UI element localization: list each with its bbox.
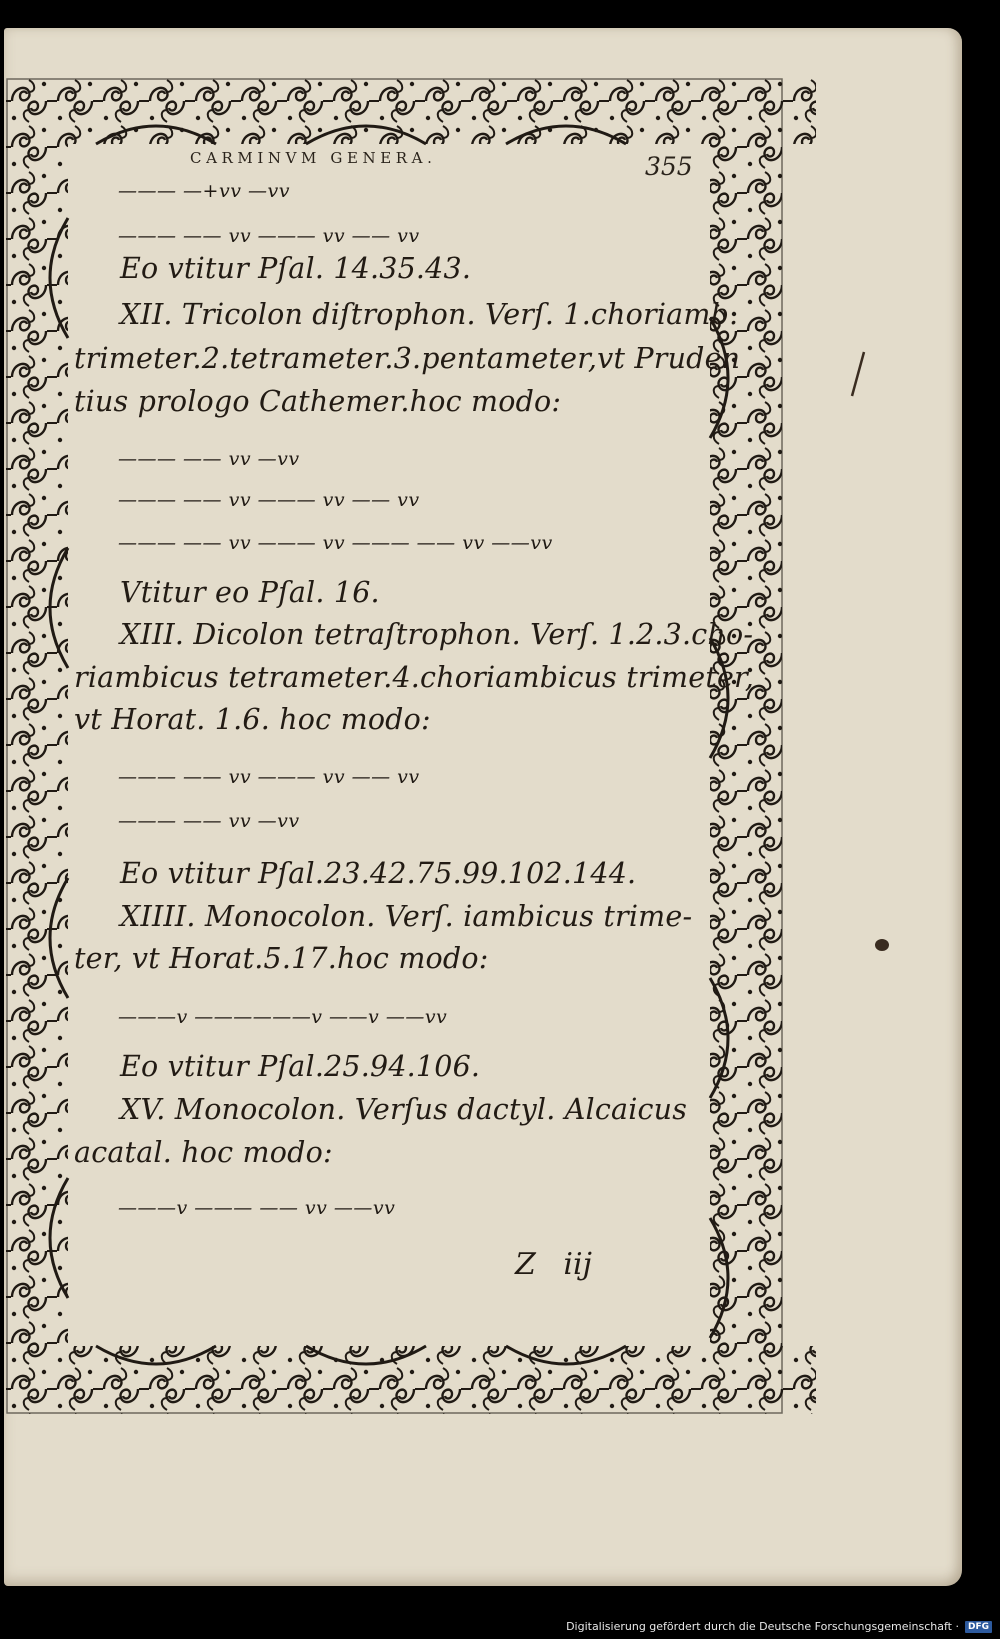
text-line: trimeter.2.tetrameter.3.pentameter,vt Pruden [74,342,741,375]
running-title: CARMINVM GENERA. [190,149,437,167]
digitization-footer [566,1620,992,1633]
text-line: Vtitur eo Pſal. 16. [120,576,380,609]
text-line: tius prologo Cathemer.hoc modo: [74,385,562,418]
footer-credit: Digitalisierung gefördert durch die Deutsche Forschungsgemeinschaft · [566,1620,959,1633]
meter-line: ——— —— vv ——— vv —— vv [118,225,420,247]
meter-line: ——— —— vv ——— vv ——— —— vv ——vv [118,532,553,554]
meter-line: ———v ——— —— vv ——vv [118,1197,396,1219]
meter-line: ——— —— vv ——— vv —— vv [118,489,420,511]
meter-line: ———v ——————v ——v ——vv [118,1006,448,1028]
dfg-logo-icon: DFG [965,1621,992,1633]
page-number: 355 [645,152,693,181]
text-line: XV. Monocolon. Verſus dactyl. Alcaicus [120,1093,688,1126]
text-line: Eo vtitur Pſal. 14.35.43. [120,252,472,285]
meter-line: ——— —— vv —vv [118,810,300,832]
text-line: riambicus tetrameter.4.choriambicus trimeter, [74,661,755,694]
text-line: acatal. hoc modo: [74,1136,333,1169]
margin-blot [872,935,892,955]
text-line: XIIII. Monocolon. Verſ. iambicus trime- [120,900,693,933]
text-line: vt Horat. 1.6. hoc modo: [74,703,431,736]
text-line: ter, vt Horat.5.17.hoc modo: [74,942,489,975]
meter-line: ——— —— vv —vv [118,448,300,470]
margin-stroke [848,350,868,400]
meter-line: ——— —— vv ——— vv —— vv [118,766,420,788]
signature-mark: Z iij [515,1247,592,1282]
text-line: Eo vtitur Pſal.23.42.75.99.102.144. [120,857,637,890]
text-line: Eo vtitur Pſal.25.94.106. [120,1050,481,1083]
text-line: XIII. Dicolon tetraſtrophon. Verſ. 1.2.3.cho- [120,618,754,651]
meter-line: ——— —+vv —vv [118,180,290,202]
text-line: XII. Tricolon diſtrophon. Verſ. 1.choriamb. [120,298,739,331]
